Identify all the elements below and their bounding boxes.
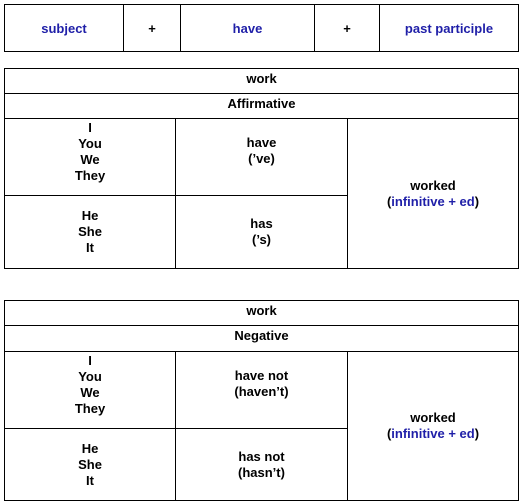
aux-have-contraction: (’ve): [248, 151, 275, 166]
subject-he: He: [81, 208, 99, 223]
subject-she: She: [78, 456, 102, 472]
subject-you: You: [78, 369, 102, 384]
rule-text: infinitive + ed: [391, 193, 475, 209]
subject-we: We: [80, 152, 100, 167]
rule-open: (: [386, 426, 392, 441]
formula-plus-2: +: [314, 4, 380, 52]
aux-plural-cell: [175, 351, 348, 429]
subject-i: I: [88, 120, 92, 135]
aux-has: has: [250, 216, 273, 231]
formula-have: have: [180, 4, 315, 52]
participle-worked: worked: [410, 177, 456, 193]
participle-rule: [387, 194, 479, 210]
subject-she: She: [78, 224, 102, 239]
aux-havent: (haven’t): [234, 384, 289, 399]
aux-plural-cell: [175, 118, 348, 196]
subject-they: They: [74, 168, 106, 183]
subject-you: You: [78, 136, 102, 151]
rule-close: ): [474, 193, 480, 209]
participle-worked: worked: [410, 410, 456, 425]
aux-hasnt: (hasn’t): [238, 464, 285, 480]
aux-have: have: [246, 135, 277, 150]
subject-i: I: [88, 353, 92, 368]
formula-past-participle: past participle: [379, 4, 519, 52]
formula-plus-1: +: [123, 4, 181, 52]
aux-has-not: has not: [238, 448, 285, 464]
form-heading: Negative: [4, 325, 519, 352]
rule-open: (: [386, 193, 392, 209]
rule-close: ): [474, 426, 480, 441]
verb-heading: work: [4, 300, 519, 326]
subjects-singular-cell: [4, 428, 176, 501]
subjects-plural-cell: [4, 351, 176, 429]
participle-rule: [387, 426, 479, 442]
subjects-plural-cell: [4, 118, 176, 196]
verb-heading: work: [4, 68, 519, 94]
subject-it: It: [86, 240, 94, 255]
aux-singular-cell: [175, 195, 348, 269]
aux-have-not: have not: [234, 368, 289, 383]
formula-subject: subject: [4, 4, 124, 52]
subject-they: They: [74, 401, 106, 416]
subjects-singular-cell: [4, 195, 176, 269]
participle-cell: [347, 351, 519, 501]
subject-we: We: [80, 385, 100, 400]
participle-cell: [347, 118, 519, 269]
aux-has-contraction: (’s): [251, 232, 272, 247]
subject-it: It: [86, 472, 94, 488]
form-heading: Affirmative: [4, 93, 519, 119]
aux-singular-cell: [175, 428, 348, 501]
subject-he: He: [81, 440, 99, 456]
rule-text: infinitive + ed: [391, 426, 475, 441]
